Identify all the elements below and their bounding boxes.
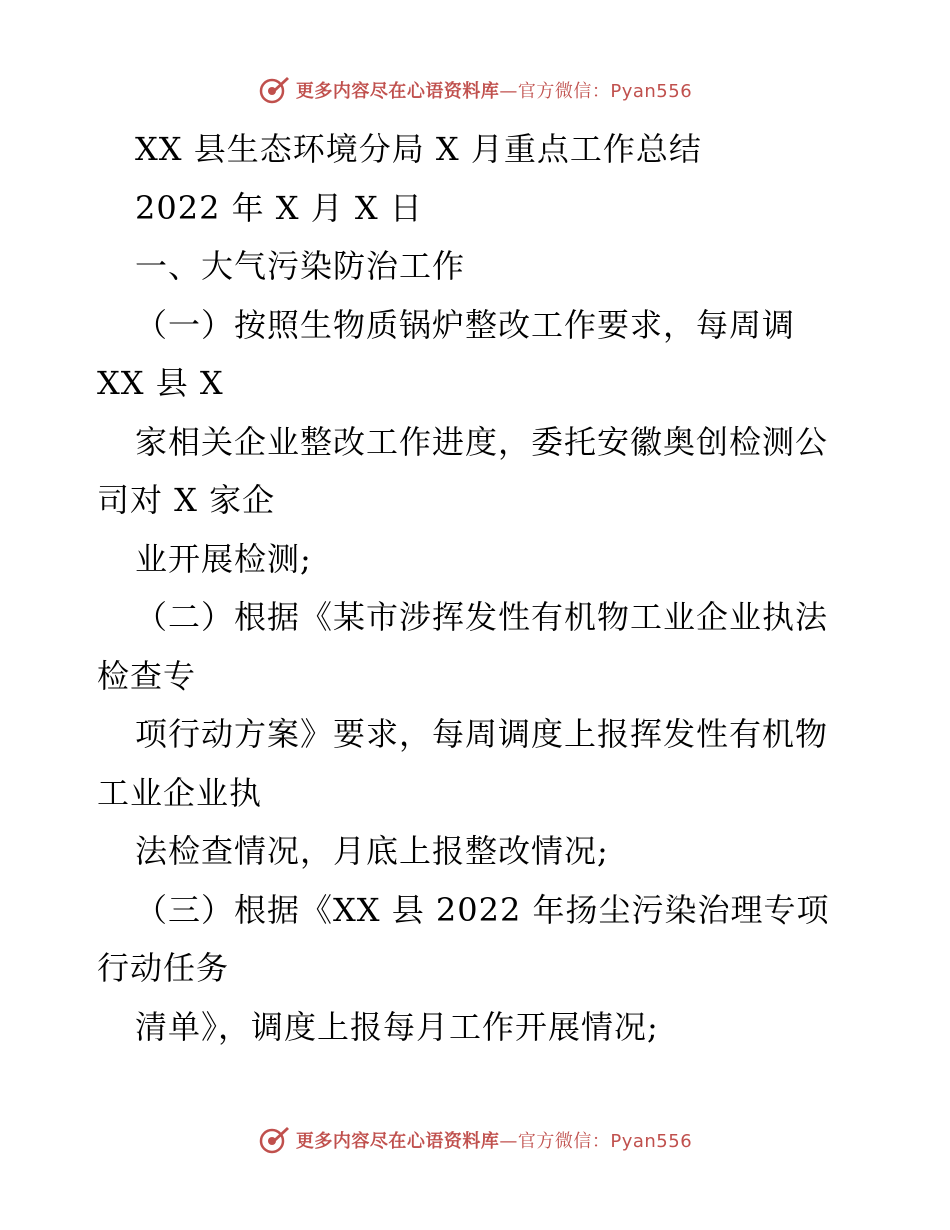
paragraph-line: XX 县 X <box>97 364 224 402</box>
paragraph-line: 司对 X 家企 <box>97 481 276 519</box>
pen-logo-icon <box>258 1124 290 1156</box>
paragraph-line: 检查专 <box>97 656 197 695</box>
paragraph-line: 业开展检测; <box>135 539 312 578</box>
section-heading: 一、大气污染防治工作 <box>135 247 466 285</box>
paragraph-line: （二）根据《某市涉挥发性有机物工业企业执法 <box>135 598 829 636</box>
watermark-header <box>0 70 950 110</box>
paragraph-line: （三）根据《XX 县 2022 年扬尘污染治理专项 <box>135 890 830 929</box>
watermark-main-text: 更多内容尽在心语资料库 <box>295 1131 500 1152</box>
paragraph-line: 清单》，调度上报每月工作开展情况; <box>135 1007 659 1046</box>
document-body <box>97 120 867 1056</box>
watermark-sub-text: —官方微信：Pyan556 <box>499 81 693 102</box>
watermark-main-text: 更多内容尽在心语资料库 <box>295 81 500 102</box>
paragraph-line: 家相关企业整改工作进度，委托安徽奥创检测公 <box>135 422 829 461</box>
paragraph-line: 项行动方案》要求，每周调度上报挥发性有机物 <box>135 715 829 753</box>
watermark-sub-text: —官方微信：Pyan556 <box>499 1131 693 1152</box>
paragraph-line: 法检查情况，月底上报整改情况; <box>135 832 609 870</box>
pen-logo-icon <box>258 74 290 106</box>
document-date: 2022 年 X 月 X 日 <box>135 188 423 227</box>
document-title: XX 县生态环境分局 X 月重点工作总结 <box>135 130 702 168</box>
paragraph-line: 工业企业执 <box>97 773 263 812</box>
paragraph-line: 行动任务 <box>97 949 230 987</box>
paragraph-line: （一）按照生物质锅炉整改工作要求，每周调 <box>135 305 796 344</box>
watermark-footer <box>0 1120 950 1160</box>
